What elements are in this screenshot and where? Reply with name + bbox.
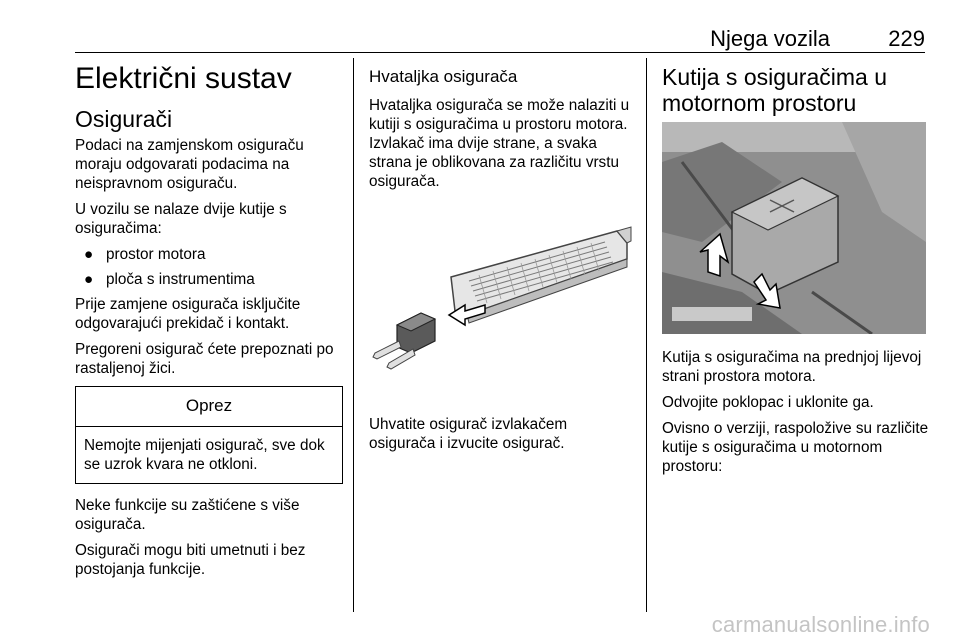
- list-item: ● ploča s instrumentima: [84, 271, 255, 288]
- column-2: [369, 58, 637, 460]
- engine-bay-photo: [662, 122, 926, 334]
- bullet-icon: ●: [84, 271, 94, 288]
- bullet-icon: ●: [84, 246, 94, 263]
- paragraph: Pregoreni osigurač ćete prepoznati po rastaljenoj žici.: [75, 341, 334, 377]
- paragraph: Prije zamjene osigurača isključite odgovarajući prekidač i kontakt.: [75, 296, 301, 332]
- paragraph: Kutija s osiguračima na prednjoj lijevoj strani prostora motora.: [662, 349, 922, 385]
- paragraph: Neke funkcije su zaštićene s više osigurača.: [75, 497, 300, 533]
- paragraph: U vozilu se nalaze dvije kutije s osiguračima:: [75, 201, 287, 237]
- section-title: Njega vozila: [710, 26, 830, 51]
- section-heading: Hvataljka osigurača: [369, 67, 518, 86]
- paragraph: Uhvatite osigurač izvlakačem osigurača i izvucite osigurač.: [369, 416, 568, 452]
- section-heading: Kutija s osiguračima u motornom prostoru: [662, 64, 887, 116]
- chapter-title: Električni sustav: [75, 62, 292, 95]
- section-heading: Osigurači: [75, 106, 173, 132]
- paragraph: Odvojite poklopac i uklonite ga.: [662, 394, 874, 411]
- fuse-puller-illustration: [369, 215, 637, 385]
- column-divider: [353, 58, 354, 612]
- bullet-list: [75, 245, 343, 289]
- paragraph: Ovisno o verziji, raspoložive su različite kutije s osiguračima u motornom prostoru:: [662, 420, 929, 475]
- paragraph: Osigurači mogu biti umetnuti i bez postojanja funkcije.: [75, 542, 306, 578]
- list-item: ● prostor motora: [84, 246, 206, 263]
- warning-title: Oprez: [76, 387, 342, 427]
- page-number: 229: [888, 26, 925, 51]
- column-divider: [646, 58, 647, 612]
- paragraph: Hvataljka osigurača se može nalaziti u kutiji s osiguračima u prostoru motora. Izvlakač ima dvije strane, a svaka strana je oblikovana za različitu vrstu osigurača.: [369, 97, 630, 190]
- page-header: [75, 22, 925, 53]
- watermark: carmanualsonline.info: [711, 612, 930, 637]
- column-1: [75, 58, 343, 586]
- paragraph: Podaci na zamjenskom osiguraču moraju odgovarati podacima na neispravnom osiguraču.: [75, 137, 304, 192]
- warning-text: Nemojte mijenjati osigurač, sve dok se uzrok kvara ne otkloni.: [84, 437, 325, 473]
- column-3: [662, 58, 930, 483]
- warning-box: [75, 386, 343, 484]
